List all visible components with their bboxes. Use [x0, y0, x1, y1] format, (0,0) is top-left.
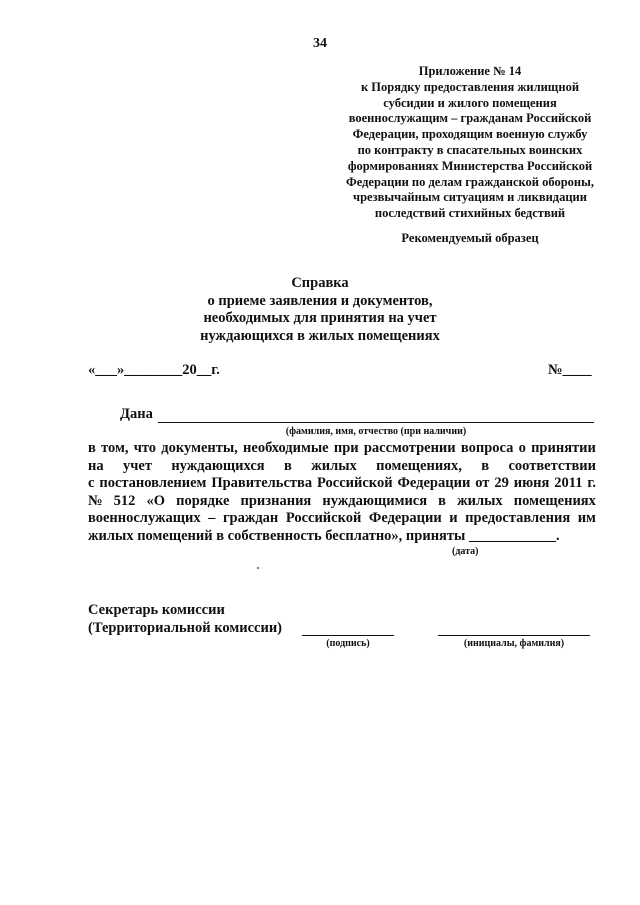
- appendix-header: [330, 64, 610, 222]
- body-word: вопроса: [460, 440, 514, 456]
- body-word: том,: [101, 440, 129, 456]
- appendix-line: Федерации по делам гражданской обороны,: [345, 174, 595, 189]
- issued-to-line: [158, 422, 594, 423]
- date-field: «___»________20__г.: [88, 362, 220, 378]
- document-title: [0, 275, 640, 345]
- body-paragraph: [88, 440, 596, 546]
- body-word: Федерации: [368, 510, 442, 527]
- body-word: жилых: [457, 492, 503, 509]
- body-word: в: [284, 457, 292, 474]
- body-word: 2011: [554, 475, 583, 492]
- appendix-line: военнослужащим – гражданам Российской: [348, 111, 592, 126]
- body-line: [88, 440, 596, 458]
- body-word: порядке: [176, 492, 230, 509]
- body-word: что: [133, 440, 157, 456]
- title-line: нуждающихся в жилых помещениях: [200, 327, 440, 344]
- appendix-line: Федерации, проходящим военную службу: [352, 127, 588, 142]
- body-word: на: [88, 457, 104, 474]
- body-word: граждан: [222, 510, 279, 527]
- body-word: «О: [146, 492, 166, 509]
- secretary-line-2: (Территориальной комиссии): [88, 619, 283, 636]
- body-word: военнослужащих: [88, 510, 201, 527]
- body-word: при: [333, 440, 359, 456]
- secretary-title: [88, 602, 282, 637]
- issued-to-label: Дана: [120, 406, 153, 422]
- body-word: жилых: [311, 457, 357, 474]
- signature-hint: (подпись): [326, 638, 370, 649]
- body-word: предоставления: [465, 510, 571, 527]
- title-line: необходимых для принятия на учет: [203, 310, 437, 326]
- title-line: Справка: [291, 275, 349, 291]
- body-line: [88, 493, 596, 511]
- body-word: помещениях: [513, 492, 596, 509]
- body-word: Федерации: [397, 475, 471, 492]
- initials-hint: (инициалы, фамилия): [463, 638, 565, 649]
- body-word: признания: [240, 492, 312, 509]
- appendix-line: по контракту в спасательных воинских: [357, 142, 583, 157]
- body-word: принятии: [531, 440, 596, 456]
- body-word: г.: [587, 475, 596, 492]
- body-word: и: [449, 510, 458, 527]
- page-number: 34: [313, 36, 327, 51]
- appendix-line: формированиях Министерства Российской: [347, 158, 593, 173]
- body-word: нуждающихся: [171, 457, 265, 474]
- body-line: [88, 475, 596, 493]
- body-word: рассмотрении: [363, 440, 456, 456]
- appendix-line: субсидии и жилого помещения: [383, 95, 557, 110]
- body-word: –: [208, 510, 216, 527]
- body-word: в: [481, 457, 490, 474]
- body-word: необходимые: [243, 440, 329, 456]
- body-word: Российской: [317, 475, 393, 492]
- signature-line: [302, 635, 394, 636]
- body-line: [88, 458, 596, 476]
- body-word: от: [475, 475, 490, 492]
- body-word: Российской: [285, 510, 362, 527]
- initials-line: [438, 635, 590, 636]
- body-word: Правительства: [211, 475, 313, 492]
- body-word: 512: [113, 492, 136, 509]
- body-line: жилых помещений в собственность бесплатно», приняты ____________.: [88, 527, 560, 544]
- secretary-line-1: Секретарь комиссии: [88, 602, 225, 618]
- body-word: нуждающимися: [322, 492, 428, 509]
- appendix-line: Приложение № 14: [418, 64, 522, 78]
- body-word: помещениях,: [376, 457, 462, 474]
- body-word: с: [88, 475, 95, 492]
- date-hint: (дата): [452, 546, 479, 557]
- body-word: в: [88, 440, 96, 456]
- scan-speck: [257, 567, 259, 569]
- body-line: [88, 510, 596, 528]
- body-word: постановлением: [99, 475, 207, 492]
- appendix-line: последствий стихийных бедствий: [374, 206, 566, 221]
- body-word: в: [438, 492, 447, 509]
- body-word: №: [88, 492, 103, 509]
- sample-label: Рекомендуемый образец: [401, 231, 539, 245]
- body-word: документы,: [161, 440, 238, 456]
- body-word: о: [518, 440, 526, 456]
- body-word: июня: [513, 475, 550, 492]
- appendix-line: к Порядку предоставления жилищной: [360, 79, 580, 94]
- appendix-line: чрезвычайным ситуациям и ликвидации: [353, 190, 587, 205]
- issued-to-hint: (фамилия, имя, отчество (при наличии): [285, 426, 467, 437]
- title-line: о приеме заявления и документов,: [207, 292, 433, 309]
- body-word: 29: [494, 475, 509, 492]
- body-word: им: [577, 510, 596, 527]
- number-field: №____: [548, 362, 592, 378]
- body-word: соответствии: [508, 457, 596, 474]
- body-word: учет: [122, 457, 152, 474]
